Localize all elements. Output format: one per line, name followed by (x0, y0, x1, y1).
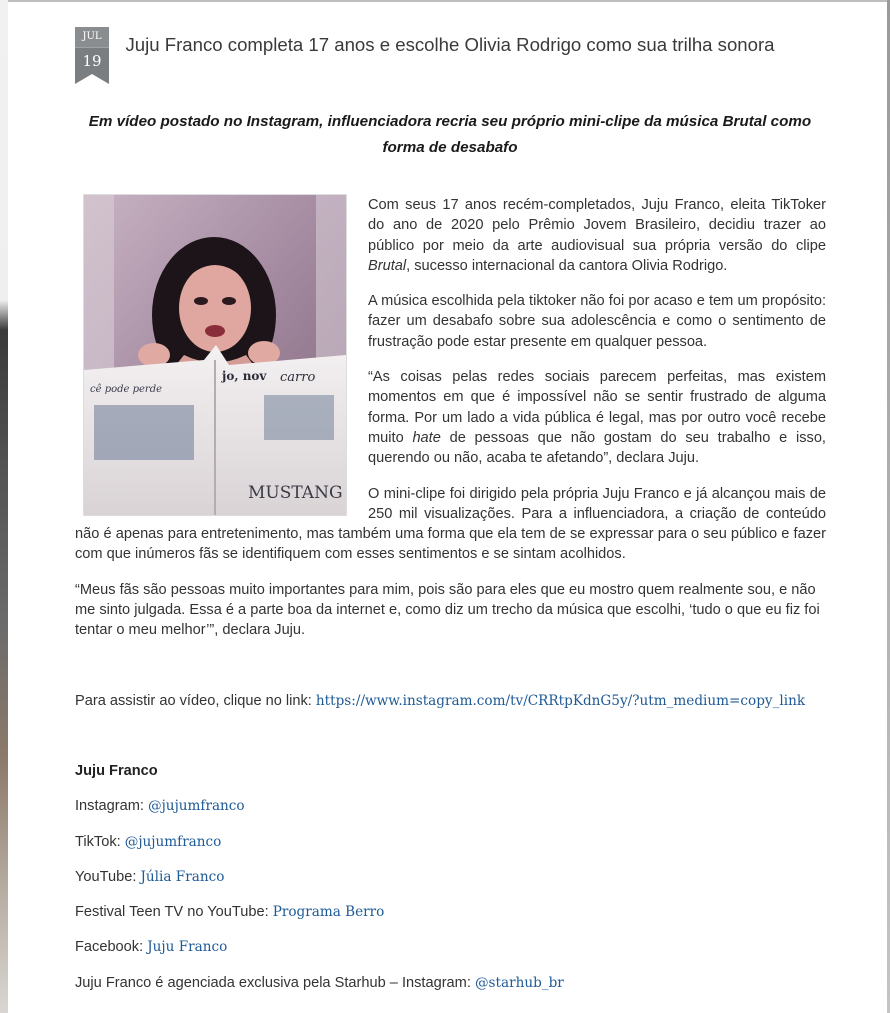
article-body (75, 195, 826, 1008)
youtube-label: YouTube: (75, 868, 141, 885)
paragraph-1-start: Com seus 17 anos recém-completados, Juju Franco, eleita TikToker do ano de 2020 pelo Prêmio Jovem Brasileiro, decidiu trazer ao público por meio da arte audiovisual sua própria versão do clipe (368, 197, 826, 254)
video-label: Para assistir ao vídeo, clique no link: (75, 692, 316, 709)
facebook-label: Facebook: (75, 939, 148, 956)
background-window-edge (0, 0, 8, 1013)
agency-link[interactable]: @starhub_br (474, 974, 564, 991)
video-line (75, 691, 826, 711)
contacts-section (75, 761, 826, 993)
instagram-link[interactable]: @jujumfranco (148, 798, 245, 815)
contact-tiktok (75, 832, 826, 852)
post-title[interactable]: Juju Franco completa 17 anos e escolhe Olivia Rodrigo como sua trilha sonora (125, 34, 775, 55)
newspaper-text-4: MUSTANG (248, 483, 343, 503)
festival-label: Festival Teen TV no YouTube: (75, 904, 273, 921)
newspaper-text-1: cê pode perde (90, 384, 163, 395)
date-day: 19 (75, 47, 109, 74)
date-month: JUL (75, 27, 109, 47)
tiktok-label: TikTok: (75, 833, 125, 850)
newspaper-text-3: carro (280, 370, 316, 385)
newspaper-text-2: jo, nov (222, 369, 267, 383)
date-badge (75, 27, 109, 86)
tiktok-link[interactable]: @jujumfranco (124, 833, 222, 850)
paragraph-3-italic: hate (412, 429, 441, 446)
agency-label: Juju Franco é agenciada exclusiva pela Starhub – Instagram: (75, 974, 475, 991)
paragraph-3-end: de pessoas que não gostam do seu trabalho e isso, querendo ou não, acaba te afetando”, declara Juju. (368, 429, 826, 467)
paragraph-4: O mini-clipe foi dirigido pela própria Juju Franco e já alcançou mais de 250 mil visualizações. Para a influenciadora, a criação de conteúdo não é apenas para entretenimento, mas também uma forma que ela tem de se expressar para o seu público e fazer com que inúmeros fãs se identifiquem com esses sentimentos e se sintam acolhidos. (75, 485, 826, 563)
youtube-link[interactable]: Júlia Franco (140, 868, 225, 885)
spacer (75, 656, 826, 691)
paragraph-3-start: “As coisas pelas redes sociais parecem perfeitas, mas existem momentos em que é impossível não se sentir frustrado de alguma forma. Por um lado a vida pública é legal, mas por outro você recebe muito (368, 369, 826, 446)
article-photo[interactable] (84, 195, 346, 515)
paragraph-5: “Meus fãs são pessoas muito importantes para mim, pois são para eles que eu mostro quem realmente sou, e não me sinto julgada. Essa é a parte boa da internet e, como diz um trecho da música que escolhi, ‘tudo o que eu fiz foi tentar o meu melhor’”, declara Juju. (75, 581, 820, 639)
contact-facebook (75, 937, 826, 957)
page-top-border (8, 0, 890, 2)
festival-link[interactable]: Programa Berro (272, 904, 385, 921)
paragraph-1-italic: Brutal (368, 257, 407, 274)
photo-illustration (84, 195, 346, 515)
post-subtitle: Em vídeo postado no Instagram, influenciadora recria seu próprio mini-clipe da música Brutal como forma de desabafo (88, 113, 812, 156)
instagram-label: Instagram: (75, 798, 148, 815)
paragraph-2: A música escolhida pela tiktoker não foi por acaso e tem um propósito: fazer um desabafo sobre sua adolescência e como o sentimento de frustração pode estar presente em qualquer pessoa. (368, 293, 826, 350)
contact-instagram (75, 796, 826, 816)
contact-name: Juju Franco (75, 762, 158, 779)
paragraph-1-end: , sucesso internacional da cantora Olivia Rodrigo. (406, 257, 728, 274)
contact-youtube (75, 867, 826, 887)
facebook-link[interactable]: Juju Franco (147, 939, 228, 956)
contact-festival (75, 902, 826, 922)
contact-agency (75, 973, 826, 993)
video-link[interactable]: https://www.instagram.com/tv/CRRtpKdnG5y/?utm_medium=copy_link (315, 692, 806, 709)
date-badge-ribbon (75, 74, 109, 84)
spacer-2 (75, 726, 826, 761)
